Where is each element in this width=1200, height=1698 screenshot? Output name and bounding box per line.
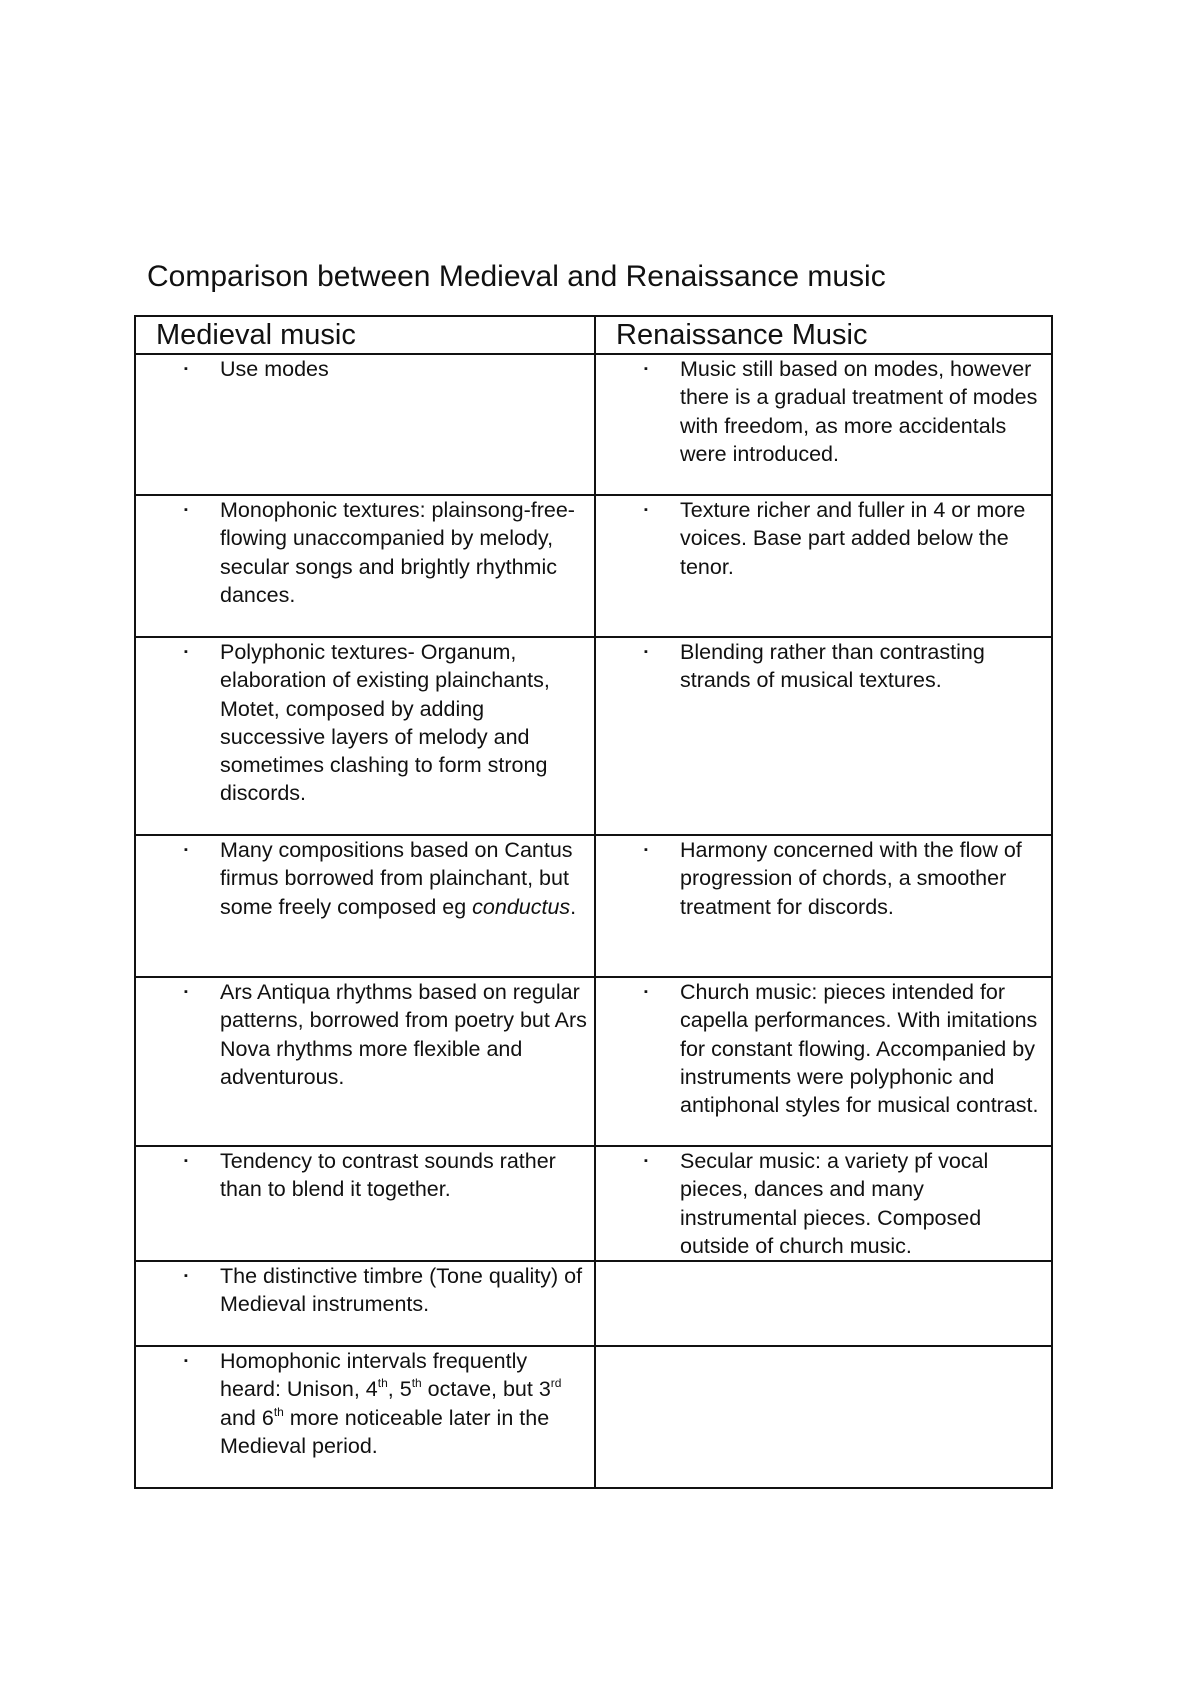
table-row (135, 1146, 1052, 1261)
table-row (135, 495, 1052, 637)
renaissance-cell (595, 977, 1052, 1146)
ordinal-suffix: th (411, 1376, 422, 1391)
table-row (135, 835, 1052, 977)
renaissance-text: Secular music: a variety pf vocal pieces, dances and many instrumental pieces. Composed outside of church music. (680, 1149, 989, 1258)
comparison-table (134, 315, 1053, 1489)
renaissance-text: Harmony concerned with the flow of progression of chords, a smoother treatment for discords. (680, 838, 1022, 919)
table-row (135, 1261, 1052, 1346)
renaissance-cell (595, 835, 1052, 977)
header-renaissance: Renaissance Music (595, 316, 1052, 354)
bullet-icon: ▪ (644, 844, 648, 856)
medieval-cell (135, 637, 595, 835)
renaissance-text: Blending rather than contrasting strands of musical textures. (680, 640, 985, 693)
conductus-term: conductus (472, 894, 571, 919)
bullet-icon: ▪ (184, 1270, 188, 1283)
medieval-cell (135, 1346, 595, 1488)
medieval-text: Use modes (220, 357, 329, 381)
medieval-text: Monophonic textures: plainsong-free- flowing unaccompanied by melody, secular songs and brightly rhythmic dances. (220, 498, 575, 607)
intervals-text: more noticeable later in the Medieval period. (220, 1405, 550, 1459)
medieval-text (220, 1347, 588, 1460)
medieval-text: The distinctive timbre (Tone quality) of Medieval instruments. (220, 1264, 583, 1317)
intervals-text: Homophonic intervals frequently heard: Unison, 4 (220, 1349, 528, 1402)
intervals-text: , 5 (387, 1377, 412, 1402)
medieval-cell (135, 1261, 595, 1346)
bullet-icon: ▪ (184, 844, 188, 856)
renaissance-cell-empty (595, 1261, 1052, 1346)
bullet-icon: ▪ (184, 1355, 188, 1368)
medieval-text-end: . (570, 894, 577, 919)
renaissance-cell (595, 495, 1052, 637)
table-row (135, 637, 1052, 835)
table-row (135, 977, 1052, 1146)
renaissance-cell (595, 354, 1052, 495)
bullet-icon: ▪ (184, 363, 188, 375)
renaissance-text: Texture richer and fuller in 4 or more voices. Base part added below the tenor. (680, 498, 1026, 579)
renaissance-text: Church music: pieces intended for capella performances. With imitations for constant flowing. Accompanied by instruments were polyphonic and antiphonal styles for musical contrast. (680, 980, 1039, 1118)
bullet-icon: ▪ (184, 1155, 188, 1167)
ordinal-suffix: th (273, 1404, 284, 1419)
medieval-cell (135, 977, 595, 1146)
ordinal-suffix: rd (550, 1376, 562, 1391)
medieval-cell (135, 495, 595, 637)
medieval-text: Tendency to contrast sounds rather than to blend it together. (220, 1149, 556, 1202)
bullet-icon: ▪ (644, 986, 648, 998)
header-medieval: Medieval music (135, 316, 595, 354)
renaissance-cell (595, 637, 1052, 835)
bullet-icon: ▪ (184, 986, 188, 998)
renaissance-cell-empty (595, 1346, 1052, 1488)
intervals-text: and 6 (220, 1405, 274, 1430)
bullet-icon: ▪ (184, 646, 188, 658)
bullet-icon: ▪ (644, 1155, 648, 1167)
table-row (135, 1346, 1052, 1488)
medieval-cell (135, 1146, 595, 1261)
medieval-cell (135, 835, 595, 977)
renaissance-text: Music still based on modes, however there is a gradual treatment of modes with freedom, as more accidentals were introduced. (680, 357, 1038, 466)
page-title: Comparison between Medieval and Renaissance music (147, 260, 886, 293)
header-row (135, 316, 1052, 354)
bullet-icon: ▪ (644, 646, 648, 658)
medieval-text: Polyphonic textures- Organum, elaboration of existing plainchants, Motet, composed by adding successive layers of melody and sometimes clashing to form strong discords. (220, 640, 550, 806)
intervals-text: octave, but 3 (421, 1377, 551, 1402)
medieval-cell (135, 354, 595, 495)
table-row (135, 354, 1052, 495)
medieval-text (220, 836, 588, 921)
medieval-text: Ars Antiqua rhythms based on regular patterns, borrowed from poetry but Ars Nova rhythms more flexible and adventurous. (220, 980, 587, 1089)
medieval-text-start: Many compositions based on Cantus firmus borrowed from plainchant, but some freely composed eg (220, 838, 573, 919)
renaissance-cell (595, 1146, 1052, 1261)
bullet-icon: ▪ (184, 504, 188, 516)
bullet-icon: ▪ (644, 504, 648, 516)
ordinal-suffix: th (377, 1376, 388, 1391)
bullet-icon: ▪ (644, 363, 648, 375)
